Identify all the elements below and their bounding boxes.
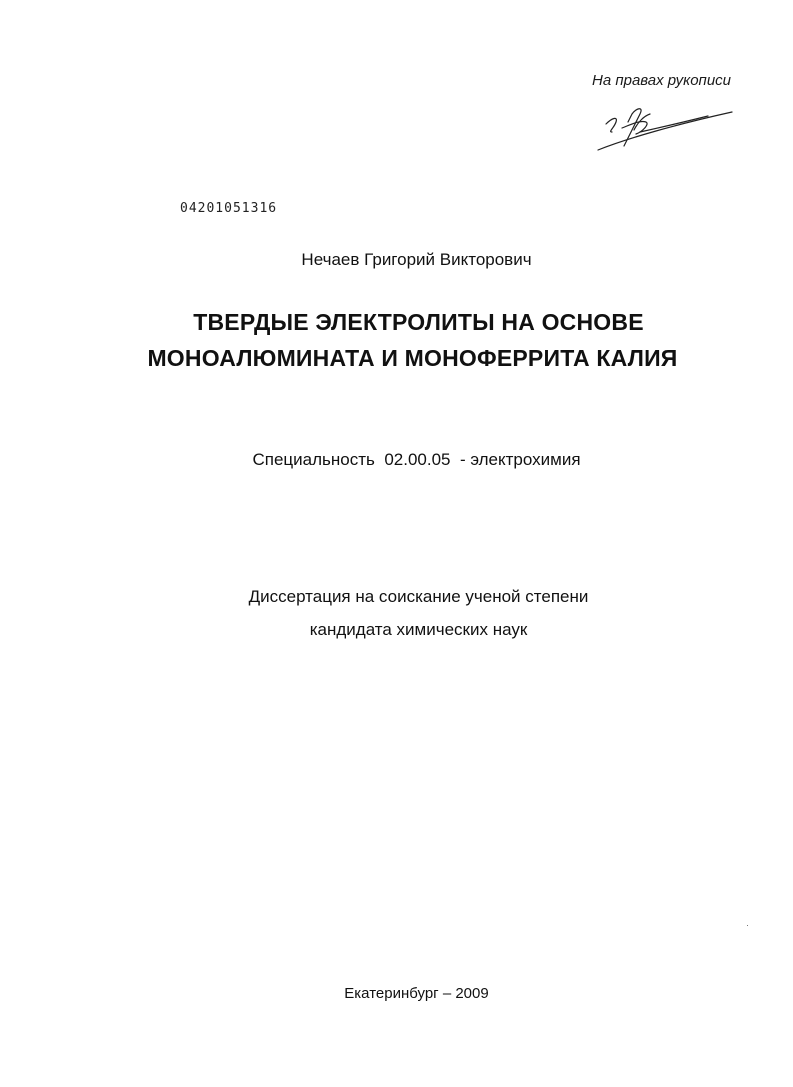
scan-speck xyxy=(747,925,748,926)
speciality-label: Специальность xyxy=(252,450,375,469)
title-line-1: ТВЕРДЫЕ ЭЛЕКТРОЛИТЫ НА ОСНОВЕ xyxy=(193,309,644,335)
speciality-line xyxy=(20,450,793,470)
document-number: 04201051316 xyxy=(180,201,278,216)
rights-note: На правах рукописи xyxy=(592,72,731,89)
speciality-code: 02.00.05 xyxy=(384,450,451,469)
degree-line-2: кандидата химических наук xyxy=(309,620,528,639)
degree-line-1: Диссертация на соискание ученой степени xyxy=(248,587,589,606)
author-name: Нечаев Григорий Викторович xyxy=(301,250,532,269)
handwritten-signature xyxy=(588,92,738,156)
city-year: Екатеринбург – 2009 xyxy=(344,985,489,1002)
speciality-name: - электрохимия xyxy=(459,450,581,469)
title-line-2: МОНОАЛЮМИНАТА И МОНОФЕРРИТА КАЛИЯ xyxy=(147,345,678,371)
